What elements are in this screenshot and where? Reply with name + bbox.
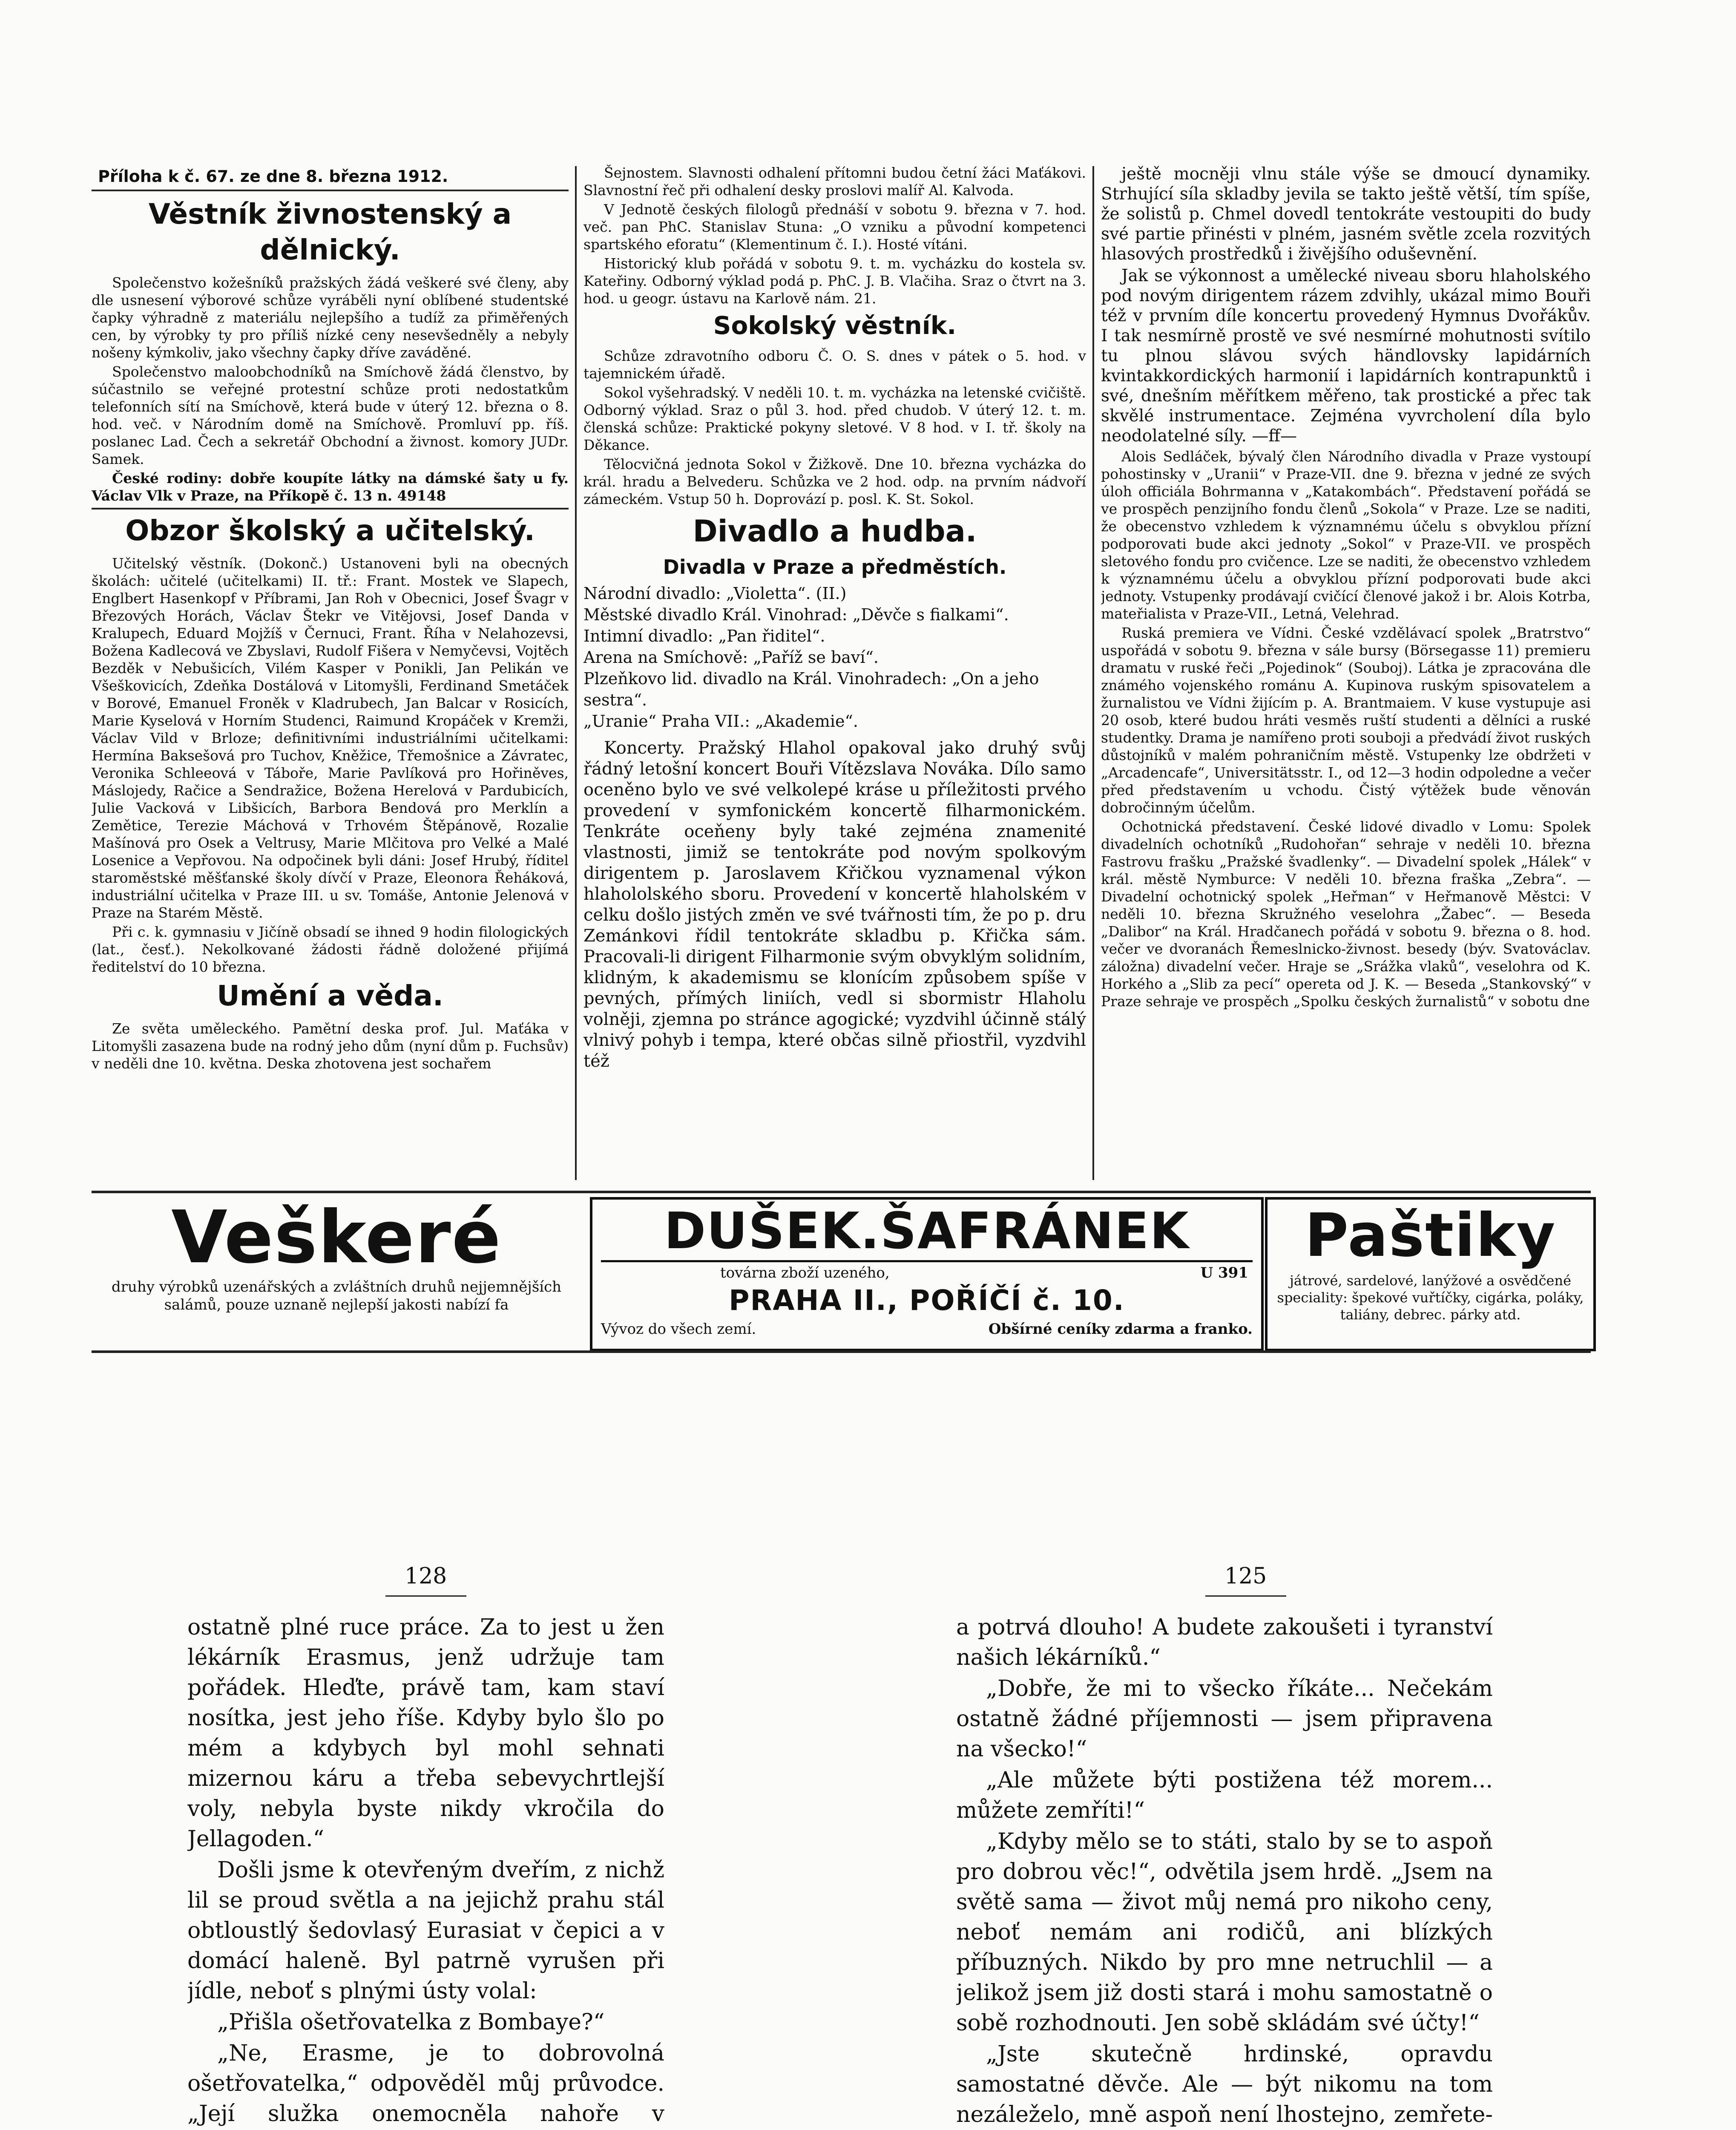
- article-paragraph: Při c. k. gymnasiu v Jičíně obsadí se ihned 9 hodin filologických (lat., česť.). Nekolkované žádosti řádně doložené přijímá ředitelství do 10 března.: [92, 924, 569, 975]
- book-right-page-number: 125: [1224, 1563, 1267, 1589]
- header-rule: [92, 190, 569, 191]
- advert-left-headline: Veškeré: [171, 1197, 502, 1280]
- column-divider: [575, 166, 577, 1180]
- advert-left: [92, 1197, 581, 1342]
- article-paragraph: Alois Sedláček, bývalý člen Národního divadla v Praze vystoupí pohostinsky v „Uranii“ v Praze-VII. dne 9. března v jedné ze svých úloh officiála Bohrmanna v „Katakombách“. Představení pořádá se ve prospěch penzijního fondu členů „Sokola“ v Praze. Lze se naditi, že obecenstvo vzhledem k významnému účelu s obvyklou přízní podporovati bude akci jednoty „Sokol“ v Praze-VII. ve prospěch sletového fondu pro cvičence. Lze se naditi, že obecenstvo vzhledem k významnému účelu a obvyklou přízní podporovati bude akci jednoty. Vstupenky prodávají cvičící členové jakož i br. Alois Kotrba, mateřialista v Praze-VII., Letná, Velehrad.: [1101, 448, 1591, 622]
- ad-top-rule: [92, 1191, 1591, 1193]
- ad-bottom-rule: [92, 1350, 1591, 1353]
- book-right-page: [956, 1612, 1493, 2130]
- book-left-page-number: 128: [405, 1563, 447, 1589]
- book-paragraph: „Ale můžete býti postižena též morem... můžete zemříti!“: [956, 1767, 1493, 1823]
- section-title-school: Obzor školský a učitelský.: [125, 514, 535, 547]
- advert-center: [590, 1197, 1264, 1351]
- section-title-sokol: Sokolský věstník.: [713, 311, 957, 340]
- article-paragraph: Sokol vyšehradský. V neděli 10. t. m. vycházka na letenské cvičiště. Odborný výklad. Sraz o půl 3. hod. před chudob. V úterý 12. t. m. členská schůze: Praktické pokyny sletové. V 8 hod. v I. tř. školy na Děkance.: [583, 384, 1086, 453]
- article-paragraph: Ochotnická představení. České lidové divadlo v Lomu: Spolek divadelních ochotníků „Rudohořan“ sehraje v neděli 10. března Fastrovu frašku „Pražské švadlenky“. — Divadelní spolek „Hálek“ v král. městě Nymburce: V neděli 10. března fraška „Zebra“. — Divadelní ochotnický spolek „Heřman“ v Heřmanově Městci: V neděli 10. března Skružného veselohra „Žabec“. — Beseda „Dalibor“ na Král. Hradčanech pořádá v sobotu 9. března o 8. hod. večer ve dvoranách Řemeslnicko-živnost. besedy (býv. Svatováclav. záložna) divadelní večer. Hraje se „Srážka vlaků“, veselohra od K. Horkého a „Slib za pecí“ opereta od J. K. — Beseda „Stankovský“ v Praze sehraje ve prospěch „Spolku českých žurnalistů“ v sobotu dne: [1101, 818, 1591, 1010]
- advert-right-text: játrové, sardelové, lanýžové a osvědčené speciality: špekové vuřtíčky, cigárka, poláky, taliány, debrec. párky atd.: [1277, 1272, 1584, 1323]
- advert-center-factory-row: [592, 1264, 1261, 1284]
- theatre-line: Intimní divadlo: „Pan řiditel“.: [583, 627, 825, 645]
- issue-header: Příloha k č. 67. ze dne 8. března 1912.: [98, 167, 448, 186]
- advert-paragraph: České rodiny: dobře koupíte látky na dámské šaty u fy. Václav Vlk v Praze, na Příkopě č. 13 n. 49148: [92, 470, 569, 504]
- book-paragraph: „Ne, Erasme, je to dobrovolná ošetřovatelka,“ odpověděl můj průvodce. „Její služka onemocněla nahoře v: [187, 2041, 664, 2127]
- section-rule: [92, 508, 569, 509]
- column-1: [92, 194, 569, 1191]
- article-paragraph: Učitelský věstník. (Dokonč.) Ustanoveni byli na obecných školách: učitelé (učitelkami) II. tř.: Frant. Mostek ve Slapech, Englbert Hasenkopf v Příbrami, Jan Roh v Obecnici, Josef Švagr v Březových Horách, Václav Štekr ve Vitějovsi, Josef Danda v Kralupech, Eduard Mojžíš v Černuci, Frant. Říha v Nelahozevsi, Božena Kadlecová ve Zbyslavi, Rudolf Fišera v Nemyčevsi, Vojtěch Bezděk v Nebušicích, Vilém Kasper v Ponikli, Jan Pelikán ve Všeškovicích, Zdeňka Dostálová v Litomyšli, Ferdinand Smetáček v Borové, Emanuel Froněk v Kladrubech, Jan Balcar v Rosicích, Marie Kyselová v Horním Studenci, Raimund Kropáček v Kremži, Václav Vild v Brloze; definitivními industriálními učitelkami: Hermína Baksešová pro Tuchov, Kněžice, Třemošnice a Závratec, Veronika Schleeová v Táboře, Marie Pavlíková pro Hořiněves, Máslojedy, Račice a Sendražice, Božena Herelová v Pardubicích, Julie Vacková v Libšicích, Barbora Bendová pro Merklín a Zemětice, Terezie Máchová v Trhovém Štěpánově, Rozalie Mašínová pro Osek a Veltrusy, Marie Mlčitova pro Velké a Malé Losenice a Vepřovou. Na odpočinek byli dáni: Josef Hrubý, říditel staroměstské měšťanské školy dívčí v Praze, Eleonora Řeháková, industriální učitelka v Praze III. u sv. Tomáše, Antonie Jelenová v Praze na Starém Městě.: [92, 555, 569, 921]
- book-paragraph: ostatně plné ruce práce. Za to jest u žen lékárník Erasmus, jenž udržuje tam pořádek. Hleďte, právě tam, kam staví nosítka, jest jeho říše. Kdyby bylo šlo po mém a kdybych byl mohl sehnati mizernou káru a třeba sebevychrtlejší voly, nebyla byste nikdy vkročila do Jellagoden.“: [187, 1615, 664, 1852]
- advert-center-pricelist: Obšírné ceníky zdarma a franko.: [988, 1321, 1253, 1338]
- advert-right-headline: Paštiky: [1305, 1201, 1556, 1270]
- column-divider: [1092, 166, 1094, 1180]
- book-paragraph: „Dobře, že mi to všecko říkáte... Nečekám ostatně žádné příjemnosti — jsem připravena na všecko!“: [956, 1676, 1493, 1762]
- section-title-theatre: Divadlo a hudba.: [693, 514, 977, 549]
- theatre-line: „Uranie“ Praha VII.: „Akademie“.: [583, 712, 858, 731]
- book-paragraph: a potrvá dlouho! A budete zakoušeti i tyranství našich lékárníků.“: [956, 1615, 1493, 1670]
- book-paragraph: „Přišla ošetřovatelka z Bombaye?“: [217, 2009, 605, 2035]
- book-paragraph: Došli jsme k otevřeným dveřím, z nichž lil se proud světla a na jejichž prahu stál obtloustlý šedovlasý Eurasiat v čepici a v domácí haleně. Byl patrně vyrušen při jídle, neboť s plnými ústy volal:: [187, 1857, 664, 2004]
- book-left-page: [187, 1612, 664, 2130]
- book-paragraph: „Jste skutečně hrdinské, opravdu samostatné děvče. Ale — být nikomu na tom nezáleželo, mně aspoň není lhostejno, zemřete-: [956, 2041, 1493, 2127]
- section-title-business: Věstník živnostenský a dělnický.: [148, 198, 512, 266]
- concert-paragraph: Koncerty. Pražský Hlahol opakoval jako druhý svůj řádný letošní koncert Bouři Vítězslava Nováka. Dílo samo oceněno bylo ve své velkolepé kráse u příležitosti prvého provedení v symfonickém koncertě filharmonickém. Tenkráte oceňeny byly také zejména znamenité vlastnosti, jimiž se tentokráte pod novým spolkovým dirigentem p. Jaroslavem Křičkou vyznamenal výkon hlahololského sboru. Provedení v koncertě hlaholském v celku došlo jistých změn ve své tvářnosti tím, že po p. dru Zemánkovi řídil tentokráte skladbu p. Křička sám. Pracovali-li dirigent Filharmonie svým obvyklým solidním, klidným, k akademismu se klonícím způsobem spíše v pevných, přímých liniích, vedl si sbormistr Hlaholu volněji, zjemna po stránce agogické; vyzdvihl účinně stálý vlnivý pohyb i tempa, které občas silně přiostřil, vyzdvihl též: [583, 738, 1086, 1071]
- advert-center-export: Vývoz do všech zemí.: [601, 1321, 756, 1338]
- advert-center-headline: DUŠEK.ŠAFRÁNEK: [664, 1201, 1190, 1260]
- advert-center-footer: [592, 1318, 1261, 1339]
- theatre-listing: [583, 583, 1086, 732]
- advert-center-rule: [601, 1260, 1253, 1262]
- theatre-line: Národní divadlo: „Violetta“. (II.): [583, 584, 847, 603]
- article-paragraph: Jak se výkonnost a umělecké niveau sboru hlaholského pod novým dirigentem rázem zdvihly, ukázal mimo Bouři též v prvním díle koncertu provedený Hymnus Dvořákův. I tak nesmírně prostě ve své nesmírné mohutnosti svítilo tu plnou slávou svých händlovsky lapidárních kvintakkordických harmonií i lapidárních kontrapunktů i své, dnešním měřítkem měřeno, tak prostické a přec tak skvělé instrumentace. Zejména vyvrcholení díla bylo neodolatelné síly. —ff—: [1101, 266, 1591, 446]
- article-paragraph: Historický klub pořádá v sobotu 9. t. m. vycházku do kostela sv. Kateřiny. Odborný výklad podá p. PhC. J. B. Vlačiha. Sraz o čtvrt na 3. hod. u geogr. ústavu na Karlově nám. 21.: [583, 255, 1086, 307]
- article-paragraph: ještě mocněji vlnu stále výše se dmoucí dynamiky. Strhující síla skladby jevila se takto ještě větší, tím spíše, že solistů p. Chmel dovedl tentokráte vestoupiti do budy své partie přinésti v plném, jasném světle zcela rozvitých hlasových prostředků i živějšího oduševnění.: [1101, 164, 1591, 264]
- article-paragraph: Společenstvo kožešníků pražských žádá veškeré své členy, aby dle usnesení výborové schůze vyráběli nyní oblíbené studentské čapky výhradně z materiálu nejlepšího a tudíž za přiměřených cen, by výrobky ty pro příliš nízké ceny nesevšedněly a nebyly nošeny kýmkoliv, jako všechny čapky dříve zaváděné.: [92, 274, 569, 361]
- article-paragraph: Společenstvo maloobchodníků na Smíchově žádá členstvo, by súčastnilo se veřejné protestní schůze proti nedostatkům telefonních sítí na Smíchově, která bude v úterý 12. března o 8. hod. več. v Národním domě na Smíchově. Promluví pp. říš. poslanec Lad. Čech a sekretář Obchodní a živnost. komory JUDr. Samek.: [92, 363, 569, 467]
- theatre-line: Městské divadlo Král. Vinohrad: „Děvče s fialkami“.: [583, 605, 1009, 624]
- book-paragraph: „Kdyby mělo se to státi, stalo by se to aspoň pro dobrou věc!“, odvětila jsem hrdě. „Jsem na světě sama — život můj nemá pro nikoho ceny, neboť nemám ani rodičů, ani blízkých příbuzných. Nikdo by pro mne netruchlil — a jelikož jsem již dosti stará i mohu samostatně o sobě rozhodnouti. Jen sobě skládám své účty!“: [956, 1829, 1493, 2036]
- article-paragraph: Ze světa uměleckého. Pamětní deska prof. Jul. Maťáka v Litomyšli zasazena bude na rodný jeho dům (nyní dům p. Fuchsův) v neděli dne 10. května. Deska zhotovena jest sochařem: [92, 1020, 569, 1072]
- theatre-line: Plzeňkovo lid. divadlo na Král. Vinohradech: „On a jeho sestra“.: [583, 669, 1039, 709]
- column-3: [1101, 164, 1591, 1186]
- advert-center-address: PRAHA II., POŘÍČÍ č. 10.: [729, 1284, 1125, 1317]
- theatre-subtitle: Divadla v Praze a předměstích.: [663, 556, 1007, 579]
- book-left-number-rule: [385, 1595, 466, 1597]
- advert-center-factory: továrna zboží uzeného,: [720, 1264, 890, 1281]
- article-paragraph: Tělocvičná jednota Sokol v Žižkově. Dne 10. března vycházka do král. hradu a Belvederu. Schůzka ve 2 hod. odp. na prvním nádvoří zámeckém. Vstup 50 h. Doprovází p. posl. K. St. Sokol.: [583, 456, 1086, 507]
- advert-left-text: druhy výrobků uzenářských a zvláštních druhů nejjemnějších salámů, pouze uznaně nejlepší jakosti nabízí fa: [111, 1278, 562, 1313]
- advert-right: [1265, 1197, 1596, 1351]
- advert-center-code: U 391: [1200, 1264, 1248, 1281]
- article-paragraph: Ruská premiera ve Vídni. České vzdělávací spolek „Bratrstvo“ uspořádá v sobotu 9. března v sále bursy (Börsegasse 11) premieru dramatu v ruské řeči „Pojedinok“ (Souboj). Látka je zpracována dle známého vojenského románu A. Kupinova ruským spisovatelem a žurnalistou ve Vídni žijícím p. A. Brantmaiem. V kuse vystupuje asi 20 osob, které budou hráti vesměs ruští studenti a dělníci a ruské studentky. Drama je namířeno proti souboji a předvádí život ruských důstojníků v malém pohraničním městě. Vstupenky lze obdržeti v „Arcadencafe“, Universitätsstr. I., od 12—3 hodin odpoledne a večer před představením u vchodu. Čistý výtěžek bude věnován dobročinným účelům.: [1101, 625, 1591, 816]
- article-paragraph: Šejnostem. Slavnosti odhalení přítomni budou četní žáci Maťákovi. Slavnostní řeč při odhalení desky proslovi malíř Al. Kalvoda.: [583, 164, 1086, 199]
- section-title-art: Umění a věda.: [217, 979, 443, 1012]
- theatre-line: Arena na Smíchově: „Paříž se baví“.: [583, 648, 879, 667]
- article-paragraph: V Jednotě českých filologů přednáší v sobotu 9. března v 7. hod. več. pan PhC. Stanislav Stuna: „O vzniku a původní kompetenci spartského eforatu“ (Klementinum č. I.). Hosté vítáni.: [583, 201, 1086, 253]
- article-paragraph: Schůze zdravotního odboru Č. O. S. dnes v pátek o 5. hod. v tajemnickém úřadě.: [583, 348, 1086, 382]
- book-right-number-rule: [1205, 1595, 1286, 1597]
- column-2: [583, 164, 1086, 1186]
